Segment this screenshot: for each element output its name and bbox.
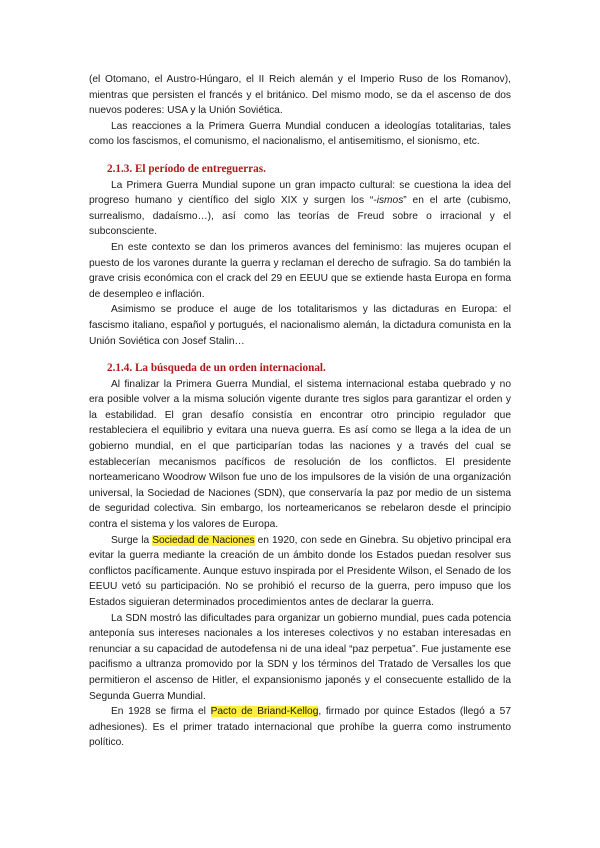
text-segment: La Primera Guerra Mundial supone un gran impacto cultural: se cuestiona la idea del progreso humano y científico del siglo XIX y surgen los “ [89, 179, 511, 207]
paragraph-international-system: Al finalizar la Primera Guerra Mundial, el sistema internacional estaba quebrado y no era posible volver a la misma solución vigente durante tres siglos para garantizar el orden y la estabilidad. El gran desafío consistía en encontrar otro principio regulador que restableciera el equilibrio y evitara una nueva guerra. Es así como se llega a la idea de un gobierno mundial, en el que participarían todas las naciones y a través del cual se establecerían mecanismos pacíficos de resolución de los conflictos. El presidente norteamericano Woodrow Wilson fue uno de los impulsores de la visión de una organización universal, la Sociedad de Naciones (SDN), que conservaría la paz por medio de un sistema de seguridad colectiva. Sin embargo, los norteamericanos se rebelaron desde el principio contra el sistema y los valores de Europa. [89, 378, 511, 531]
paragraph-reactions: Las reacciones a la Primera Guerra Mundial conducen a ideologías totalitarias, tales como los fascismos, el comunismo, el nacionalismo, el antisemitismo, el sionismo, etc. [89, 120, 511, 148]
text-segment: ” en el arte (cubismo, surrealismo, dadaísmo…), así como las teorías de Freud sobre o irracional y el subconsciente. [89, 195, 512, 238]
paragraph-sdn-difficulties: La SDN mostró las dificultades para organizar un gobierno mundial, pues cada potencia anteponía sus intereses nacionales a los intereses colectivos y no estaban interesadas en renunciar a su capacidad de autodefensa ni de una ideal “paz perpetua”. Fue justamente ese pacifismo a ultranza promovido por la SDN y los términos del Tratado de Versalles los que permitieron el ascenso de Hitler, el expansionismo japonés y el consecuente estallido de la Segunda Guerra Mundial. [89, 612, 511, 702]
text-segment: , firmado por quince Estados (llegó a 57 adhesiones). Es el primer tratado internacional que prohíbe la guerra como instrumento político. [89, 706, 512, 749]
paragraph-empires: (el Otomano, el Austro-Húngaro, el II Reich alemán y el Imperio Ruso de los Romanov), mientras que persisten el francés y el británico. Del mismo modo, se da el ascenso de dos nuevos poderes: USA y la Unión Soviética. [89, 74, 511, 117]
section-heading-orden-internacional: 2.1.4. La búsqueda de un orden internacional. [107, 362, 326, 375]
emphasis-ismos: -ismos [373, 195, 404, 207]
text-segment: En 1928 se firma el [111, 706, 211, 718]
highlight-pacto-briand-kellog: Pacto de Briand-Kellog [210, 706, 319, 718]
paragraph-sdn [89, 533, 511, 611]
paragraph-totalitarianism: Asimismo se produce el auge de los totalitarismos y las dictaduras en Europa: el fascismo italiano, español y portugués, el nacionalismo alemán, la dictadura comunista en la Unión Soviética con Josef Stalin… [89, 304, 511, 347]
paragraph-briand-kellog [89, 704, 511, 751]
paragraph-cultural-impact [89, 178, 511, 240]
section-heading-entreguerras: 2.1.3. El período de entreguerras. [107, 162, 266, 175]
text-segment: Surge la [111, 534, 153, 546]
paragraph-feminism: En este contexto se dan los primeros avances del feminismo: las mujeres ocupan el puesto de los varones durante la guerra y reclaman el derecho de sufragio. Sa do también la grave crisis económica con el crack del 29 en EEUU que se extiende hasta Europa en forma de desempleo e inflación. [89, 241, 511, 300]
text-segment: en 1920, con sede en Ginebra. Su objetivo principal era evitar la guerra mediante la creación de un ámbito donde los Estados puedan resolver sus conflictos pacíficamente. Aunque estuvo inspirada por el Presidente Wilson, el Senado de los EEUU vetó su participación. No se prohibió el recurso de la guerra, pero impuso que los Estados siguieran determinados procedimientos antes de declarar la guerra. [89, 534, 511, 608]
highlight-sociedad-de-naciones: Sociedad de Naciones [152, 534, 255, 546]
